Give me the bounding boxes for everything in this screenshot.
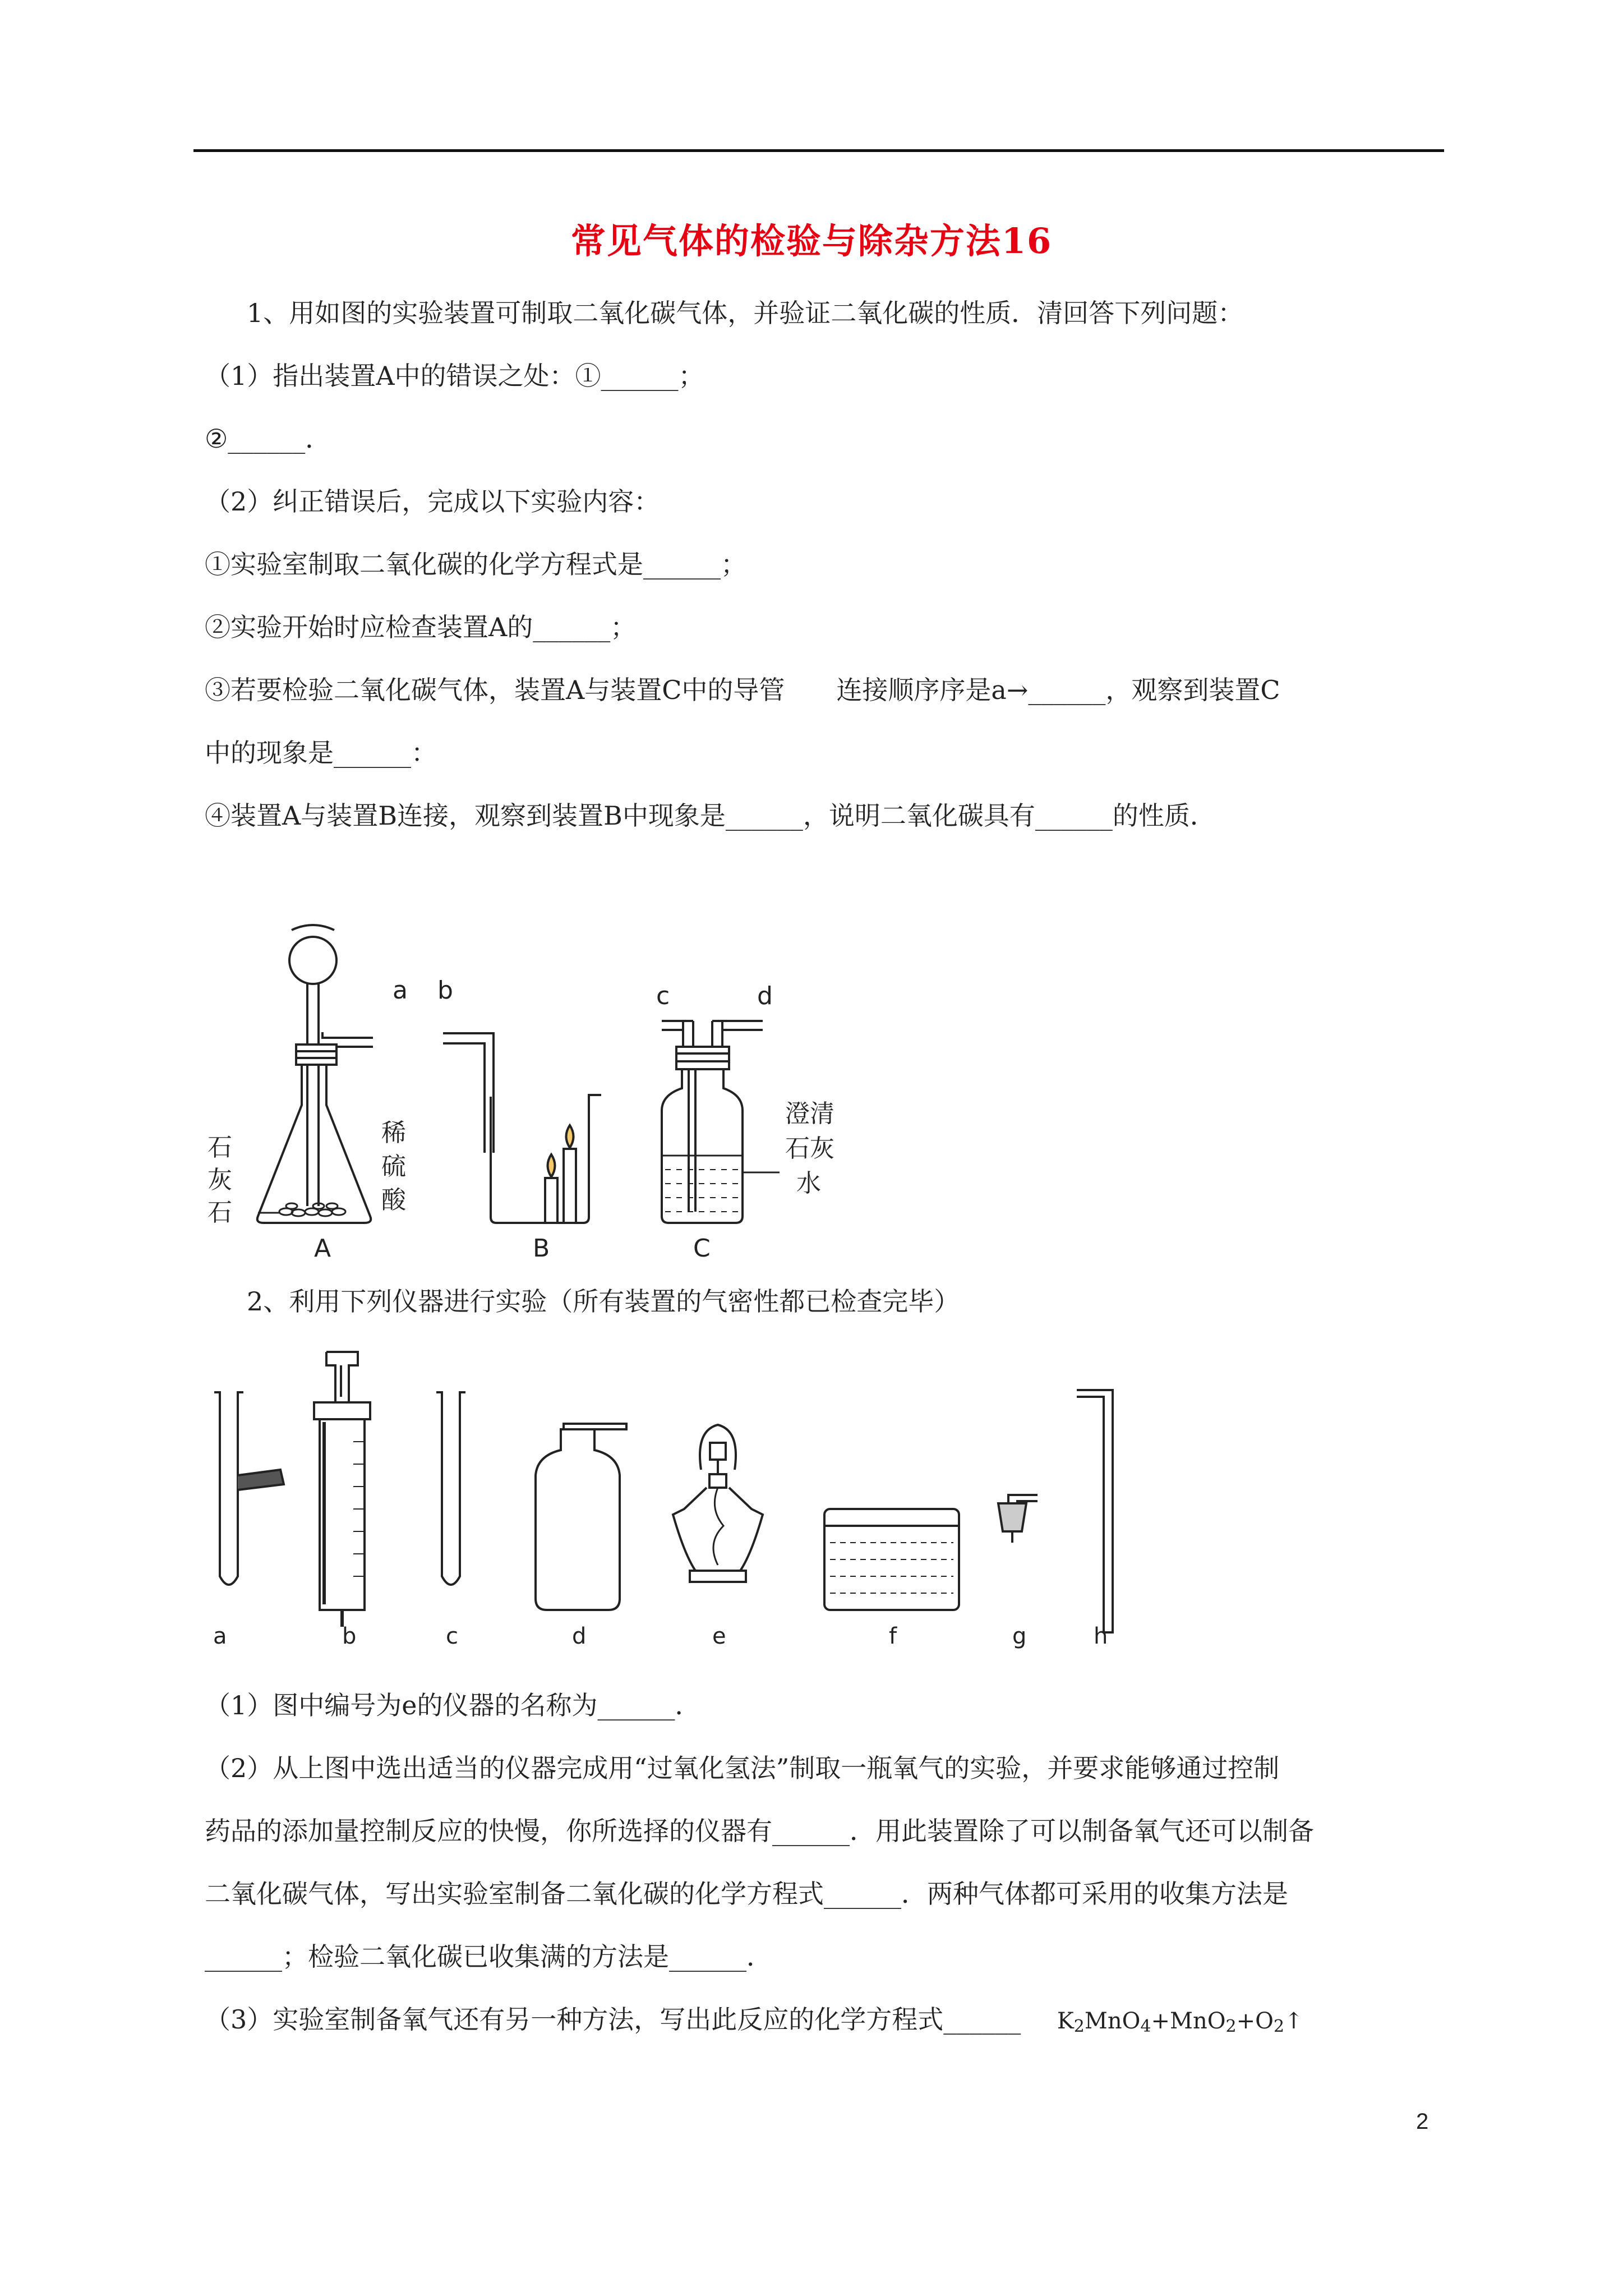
limewater-label-2: 石灰 bbox=[785, 1134, 834, 1163]
apparatus-label-b: B bbox=[533, 1234, 550, 1263]
limestone-label-1: 石 bbox=[208, 1133, 232, 1162]
instrument-label-d: d bbox=[572, 1623, 587, 1649]
q2-part3 bbox=[205, 2003, 1303, 2044]
figure-apparatus-abc bbox=[202, 920, 875, 1279]
port-label-a: a bbox=[393, 976, 408, 1005]
instrument-label-e: e bbox=[712, 1623, 726, 1649]
instrument-label-a: a bbox=[213, 1623, 227, 1649]
q1-step2: ②实验开始时应检查装置A的______； bbox=[205, 612, 637, 642]
instrument-label-b: b bbox=[342, 1623, 357, 1649]
q1-intro: 1、用如图的实验装置可制取二氧化碳气体，并验证二氧化碳的性质．清回答下列问题： bbox=[247, 298, 1244, 328]
page-title: 常见气体的检验与除杂方法16 bbox=[570, 220, 1053, 261]
instrument-label-f: f bbox=[889, 1623, 897, 1649]
q2-part2a: （2）从上图中选出适当的仪器完成用“过氧化氢法”制取一瓶氧气的实验，并要求能够通过控制 bbox=[205, 1753, 1280, 1783]
header-rule bbox=[193, 149, 1444, 152]
q1-step3a: ③若要检验二氧化碳气体，装置A与装置C中的导管 连接顺序序是a→______，观察到装置C bbox=[205, 675, 1280, 705]
q1-part2: （2）纠正错误后，完成以下实验内容： bbox=[205, 486, 660, 517]
limestone-label-3: 石 bbox=[208, 1198, 232, 1227]
acid-label-2: 硫 bbox=[381, 1152, 406, 1181]
limewater-label-1: 澄清 bbox=[785, 1099, 834, 1128]
q1-part1b: ②______． bbox=[205, 424, 331, 454]
q2-part1: （1）图中编号为e的仪器的名称为______． bbox=[205, 1690, 701, 1720]
q1-step1: ①实验室制取二氧化碳的化学方程式是______； bbox=[205, 549, 746, 579]
q1-step3b: 中的现象是______： bbox=[205, 738, 437, 768]
limestone-label-2: 灰 bbox=[208, 1166, 232, 1194]
page-number: 2 bbox=[1416, 2109, 1429, 2134]
apparatus-label-c: C bbox=[693, 1234, 711, 1263]
instrument-label-h: h bbox=[1094, 1623, 1108, 1649]
port-label-b: b bbox=[437, 976, 453, 1005]
port-label-d: d bbox=[757, 982, 773, 1010]
figure-instruments bbox=[202, 1341, 1189, 1655]
port-label-c: c bbox=[656, 982, 670, 1010]
q1-part1: （1）指出装置A中的错误之处：①______； bbox=[205, 361, 704, 391]
acid-label-3: 酸 bbox=[381, 1186, 406, 1214]
limewater-label-3: 水 bbox=[796, 1169, 821, 1198]
q1-step4: ④装置A与装置B连接，观察到装置B中现象是______，说明二氧化碳具有______的性质． bbox=[205, 800, 1216, 831]
q2-intro: 2、利用下列仪器进行实验（所有装置的气密性都已检查完毕） bbox=[247, 1286, 960, 1317]
acid-label-1: 稀 bbox=[381, 1119, 406, 1147]
reaction-formula: $K_2MnO_4+MnO_2+O_2↑$ bbox=[1057, 2008, 1303, 2036]
funnel-bulb bbox=[289, 937, 336, 984]
q2-part2b: 药品的添加量控制反应的快慢，你所选择的仪器有______．用此装置除了可以制备氧气还可以制备 bbox=[205, 1816, 1314, 1846]
q2-part3-text: （3）实验室制备氧气还有另一种方法，写出此反应的化学方程式______ bbox=[205, 2004, 1021, 2035]
q2-part2c: 二氧化碳气体，写出实验室制备二氧化碳的化学方程式______．两种气体都可采用的收集方法是 bbox=[205, 1879, 1288, 1909]
q2-part2d: ______；检验二氧化碳已收集满的方法是______． bbox=[205, 1941, 772, 1972]
instrument-label-c: c bbox=[446, 1623, 458, 1649]
instrument-label-g: g bbox=[1012, 1623, 1027, 1649]
apparatus-label-a: A bbox=[314, 1234, 331, 1263]
